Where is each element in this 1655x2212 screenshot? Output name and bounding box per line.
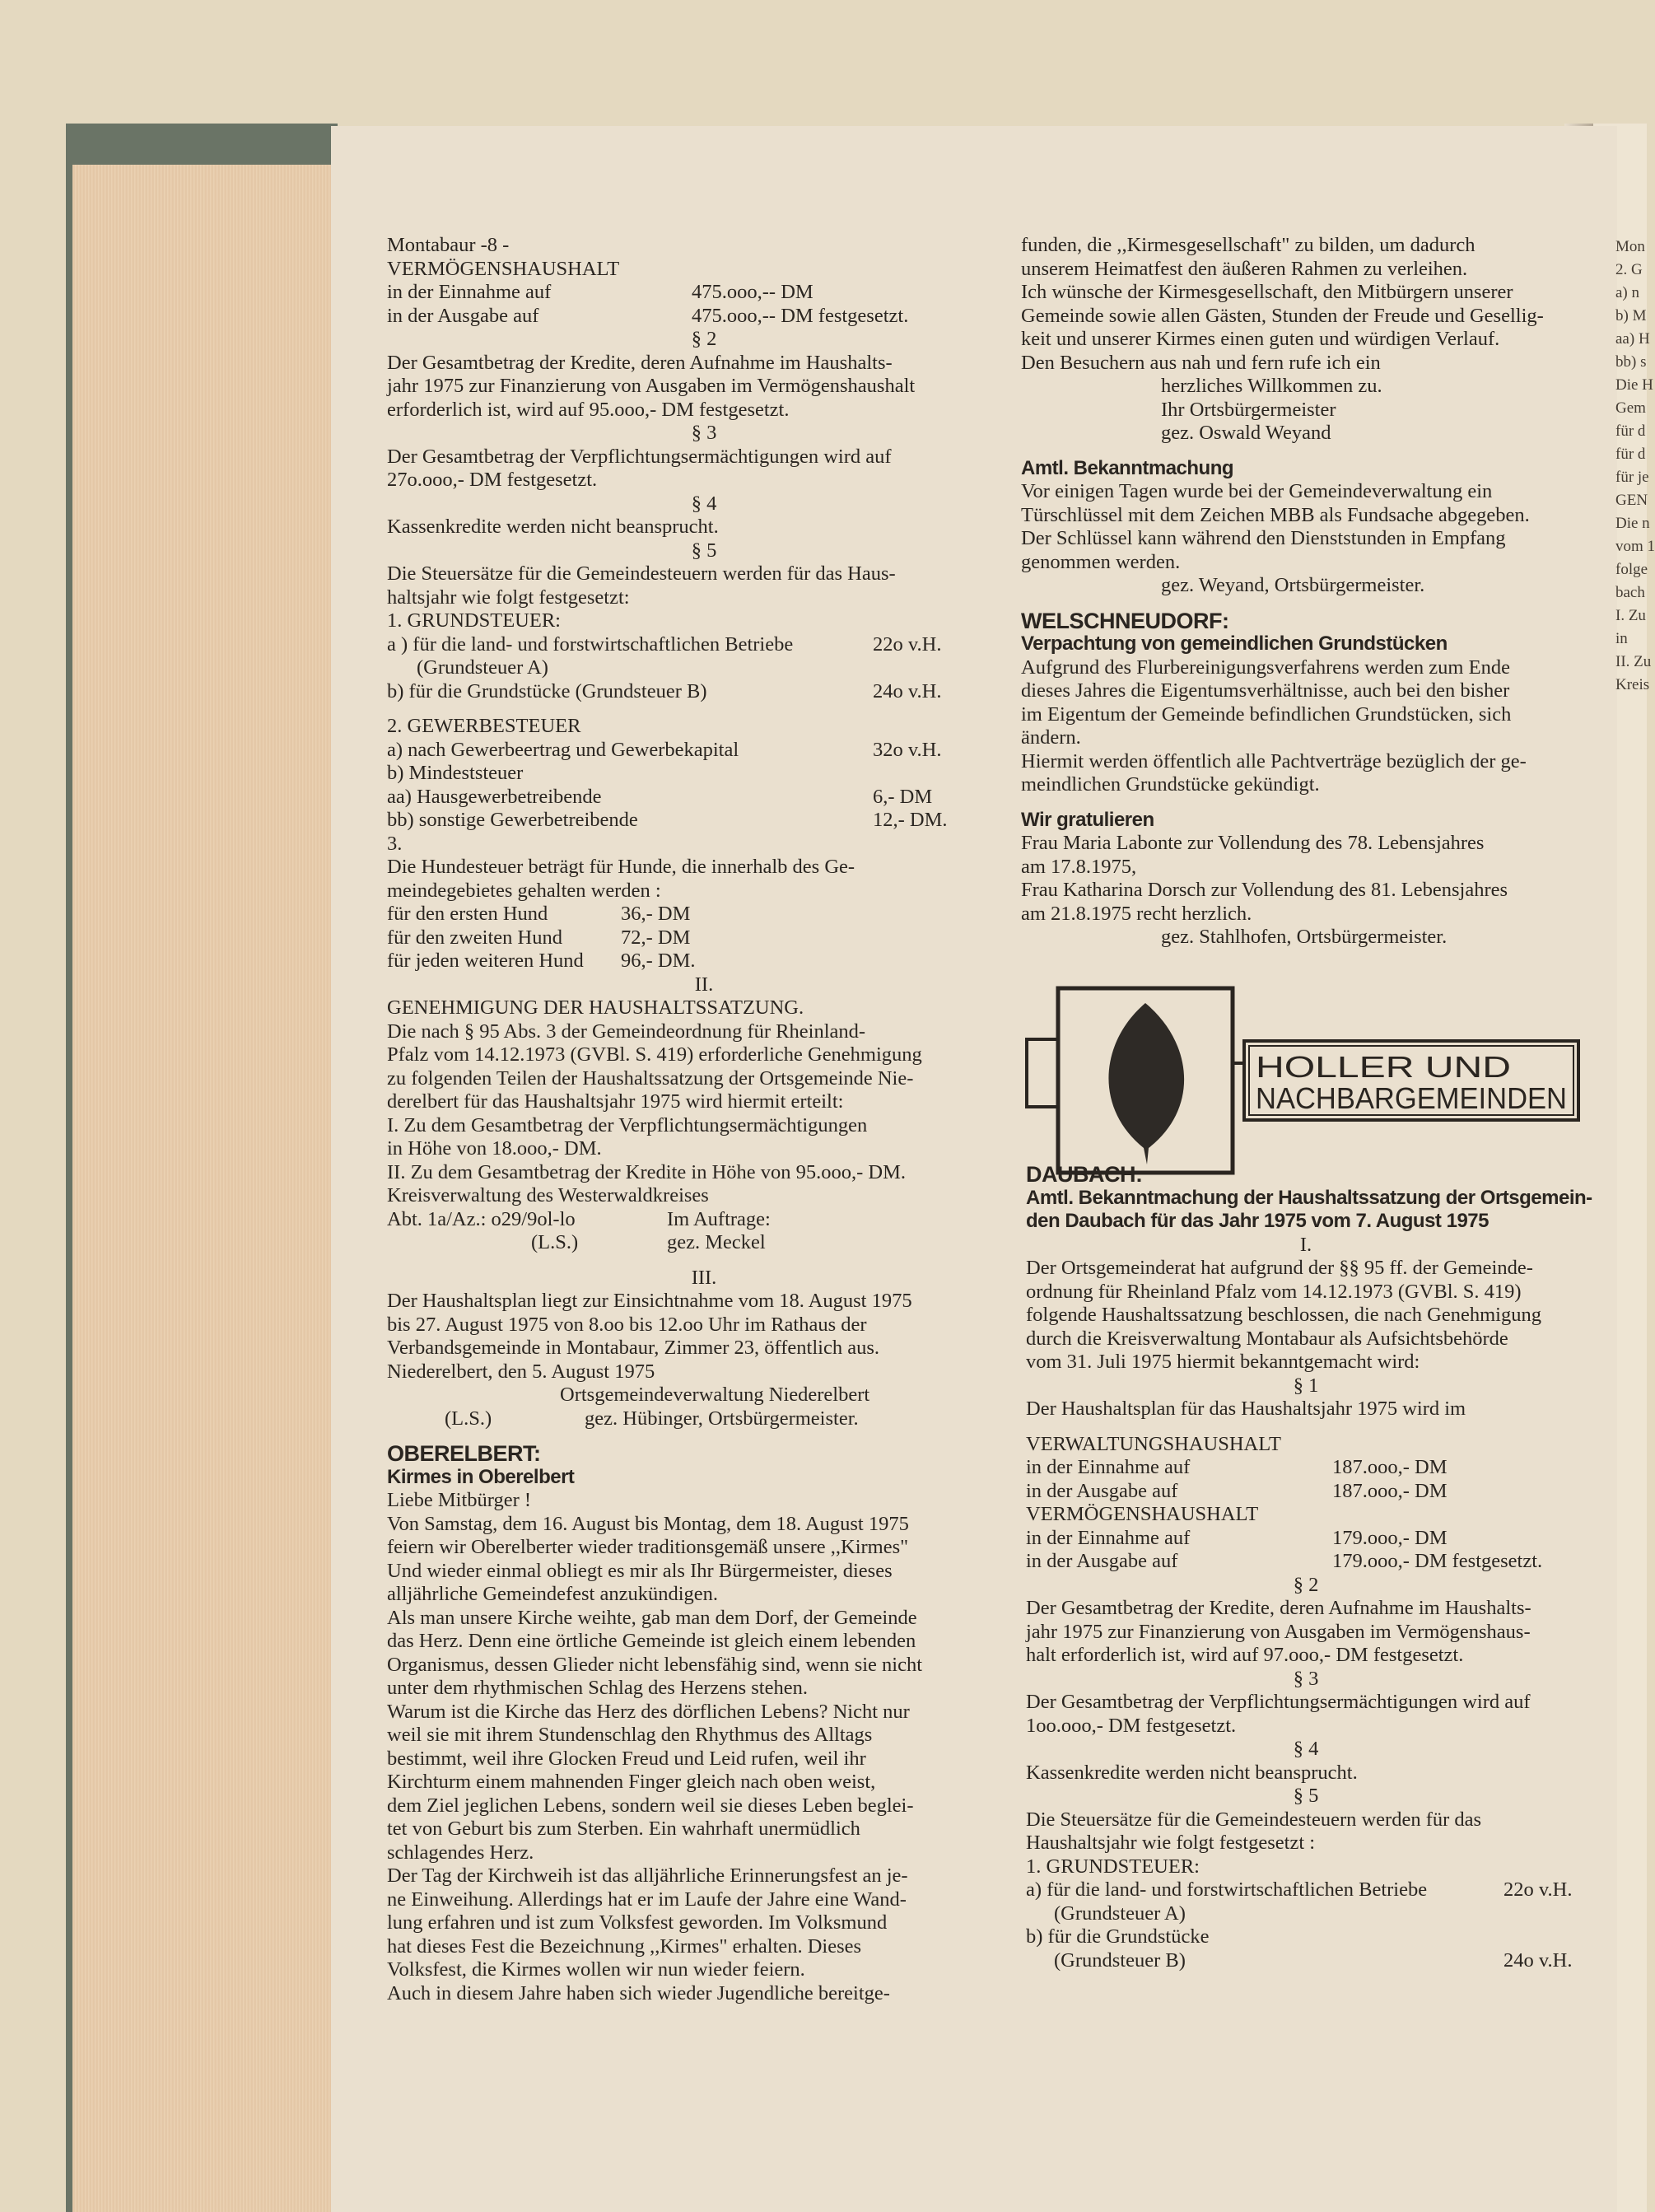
text-line: Und wieder einmal obliegt es mir als Ihr Bürgermeister, dieses: [387, 1559, 893, 1582]
text-line: Kassenkredite werden nicht beansprucht.: [1026, 1761, 1358, 1784]
page-stack-edge: [72, 165, 334, 2212]
article-heading: WELSCHNEUDORF:: [1021, 608, 1229, 633]
text-line: dieses Jahres die Eigentumsverhältnisse, auch bei den bisher: [1021, 679, 1510, 702]
text-line: 1. GRUNDSTEUER:: [387, 609, 561, 632]
text-line: Ihr Ortsbürgermeister: [1161, 398, 1336, 421]
right-column: [1021, 234, 1581, 950]
text-line: in Höhe von 18.ooo,- DM.: [387, 1137, 602, 1160]
text-line: Der Gesamtbetrag der Verpflichtungsermächtigungen wird auf: [1026, 1691, 1531, 1713]
section-heading: VERWALTUNGSHAUSHALT: [1026, 1432, 1281, 1455]
logo-line-2: NACHBARGEMEINDEN: [1256, 1081, 1567, 1115]
text-line: Niederelbert, den 5. August 1975: [387, 1360, 655, 1383]
left-column: [387, 234, 1021, 2005]
paragraph-mark: § 2: [1293, 1573, 1319, 1596]
text-line: Der Haushaltsplan für das Haushaltsjahr 1975 wird im: [1026, 1398, 1466, 1420]
text-line: gez. Stahlhofen, Ortsbürgermeister.: [1161, 926, 1448, 948]
text-line: im Eigentum der Gemeinde befindlichen Grundstücken, sich: [1021, 702, 1512, 726]
text-line: II. Zu dem Gesamtbetrag der Kredite in Höhe von 95.ooo,- DM.: [387, 1160, 907, 1183]
paragraph-mark: § 3: [691, 422, 717, 444]
text-line: lung erfahren und ist zum Volksfest geworden. Im Volksmund: [387, 1911, 888, 1934]
text-line: gez. Weyand, Ortsbürgermeister.: [1161, 574, 1425, 596]
text-line: zu folgenden Teilen der Haushaltssatzung der Ortsgemeinde Nie-: [387, 1066, 914, 1090]
text-line: hat dieses Fest die Bezeichnung ,,Kirmes" erhalten. Dieses: [387, 1934, 862, 1958]
text-line: Die Hundesteuer beträgt für Hunde, die innerhalb des Ge-: [387, 856, 855, 878]
text-line: Warum ist die Kirche das Herz des dörflichen Lebens? Nicht nur: [387, 1700, 910, 1723]
text-line: Pfalz vom 14.12.1973 (GVBl. S. 419) erforderliche Genehmigung: [387, 1043, 922, 1066]
text-line: ne Einweihung. Allerdings hat er im Laufe der Jahre eine Wand-: [387, 1888, 907, 1911]
tax-row: b) für die Grundstücke (Grundsteuer B) 24o v.H.: [387, 679, 942, 702]
signature-row: Abt. 1a/Az.: o29/9ol-lo Im Auftrage:: [387, 1207, 771, 1230]
text-line: keit und unserer Kirmes einen guten und würdigen Verlauf.: [1021, 328, 1500, 350]
text-line: Verbandsgemeinde in Montabaur, Zimmer 23, öffentlich aus.: [387, 1337, 879, 1359]
article-subheading: Amtl. Bekanntmachung der Haushaltssatzung der Ortsgemein-: [1026, 1186, 1592, 1209]
section-heading: GENEHMIGUNG DER HAUSHALTSSATZUNG.: [387, 996, 804, 1019]
text-line: Den Besuchern aus nah und fern rufe ich ein: [1021, 351, 1381, 374]
article-heading: DAUBACH:: [1026, 1162, 1143, 1187]
text-line: gez. Oswald Weyand: [1161, 422, 1331, 444]
amount-row: in der Ausgabe auf 179.ooo,- DM festgesetzt.: [1026, 1550, 1543, 1572]
article-subheading: Kirmes in Oberelbert: [387, 1465, 575, 1488]
article-heading: Amtl. Bekanntmachung: [1021, 456, 1234, 479]
tax-row: aa) Hausgewerbetreibende 6,- DM: [387, 785, 933, 808]
text-line: tet von Geburt bis zum Sterben. Ein wahrhaft unermüdlich: [387, 1818, 860, 1840]
paragraph-mark: § 2: [691, 328, 717, 350]
tax-row: bb) sonstige Gewerbetreibende 12,- DM.: [387, 809, 948, 831]
paragraph-mark: § 1: [1293, 1374, 1319, 1397]
text-line: 1oo.ooo,- DM festgesetzt.: [1026, 1714, 1237, 1737]
amount-row: in der Ausgabe auf 187.ooo,- DM: [1026, 1479, 1448, 1502]
text-line: Der Ortsgemeinderat hat aufgrund der §§ 95 ff. der Gemeinde-: [1026, 1257, 1533, 1279]
text-line: b) für die Grundstücke: [1026, 1925, 1210, 1948]
text-line: feiern wir Oberelberter wieder traditionsgemäß unsere ,,Kirmes": [387, 1536, 909, 1558]
text-line: Kirchturm einem mahnenden Finger gleich nach oben weist,: [387, 1771, 876, 1793]
amount-row: in der Einnahme auf 187.ooo,- DM: [1026, 1456, 1448, 1478]
next-page-edge-text: Mon 2. G a) n b) M aa) H bb) s Die H Gem für d für d für je GEN Die n vom 1 folge bach I. Zu in II. Zu Kreis: [1615, 238, 1655, 693]
paragraph-mark: § 5: [1293, 1785, 1319, 1807]
text-line: Kreisverwaltung des Westerwaldkreises: [387, 1184, 709, 1206]
text-line: meindlichen Grundstücke gekündigt.: [1021, 773, 1320, 796]
right-column-lower: [1026, 1162, 1592, 1972]
roman-numeral: I.: [1299, 1233, 1312, 1256]
text-line: das Herz. Denn eine örtliche Gemeinde ist gleich einem lebenden: [387, 1630, 916, 1652]
paragraph-mark: § 4: [1293, 1738, 1319, 1760]
dog-tax-row: für jeden weiteren Hund 96,- DM.: [387, 950, 696, 972]
text-line: Türschlüssel mit dem Zeichen MBB als Fundsache abgegeben.: [1021, 503, 1530, 526]
text-line: schlagendes Herz.: [387, 1841, 534, 1864]
text-line: bis 27. August 1975 von 8.oo bis 12.oo Uhr im Rathaus der: [387, 1313, 867, 1336]
text-line: am 17.8.1975,: [1021, 855, 1137, 878]
text-line: Haushaltsjahr wie folgt festgesetzt :: [1026, 1832, 1316, 1854]
roman-numeral: II.: [694, 973, 714, 996]
holler-logo-banner: [1023, 985, 1583, 1176]
text-line: erforderlich ist, wird auf 95.ooo,- DM festgesetzt.: [387, 398, 790, 421]
text-line: 2. GEWERBESTEUER: [387, 715, 581, 737]
text-line: 27o.ooo,- DM festgesetzt.: [387, 469, 598, 491]
text-line: Aufgrund des Flurbereinigungsverfahrens werden zum Ende: [1021, 656, 1510, 679]
text-line: derelbert für das Haushaltsjahr 1975 wird hiermit erteilt:: [387, 1090, 844, 1113]
article-subheading: den Daubach für das Jahr 1975 vom 7. August 1975: [1026, 1210, 1489, 1232]
text-line: Der Schlüssel kann während den Dienststunden in Empfang: [1021, 527, 1506, 549]
article-heading: OBERELBERT:: [387, 1441, 541, 1466]
text-line: Kassenkredite werden nicht beansprucht.: [387, 516, 719, 538]
text-line: Die nach § 95 Abs. 3 der Gemeindeordnung für Rheinland-: [387, 1020, 866, 1043]
paragraph-mark: § 3: [1293, 1667, 1319, 1690]
amount-row: in der Einnahme auf 179.ooo,- DM: [1026, 1526, 1448, 1549]
signature-row: (L.S.) gez. Meckel: [531, 1231, 766, 1253]
tax-row: (Grundsteuer B) 24o v.H.: [1054, 1948, 1573, 1972]
tax-row: a ) für die land- und forstwirtschaftlichen Betriebe 22o v.H.: [387, 632, 942, 656]
text-line: Die Steuersätze für die Gemeindesteuern werden für das: [1026, 1808, 1482, 1831]
text-line: Ich wünsche der Kirmesgesellschaft, den Mitbürgern unserer: [1021, 281, 1513, 303]
leaf-logo: [1023, 985, 1583, 1176]
text-line: vom 31. Juli 1975 hiermit bekanntgemacht wird:: [1026, 1351, 1420, 1373]
text-line: halt erforderlich ist, wird auf 97.ooo,- DM festgesetzt.: [1026, 1644, 1464, 1666]
amount-row: in der Ausgabe auf 475.ooo,-- DM festgesetzt.: [387, 304, 909, 327]
paragraph-mark: § 4: [691, 492, 717, 515]
text-line: dem Ziel jeglichen Lebens, sondern weil sie dieses Leben beglei-: [387, 1794, 914, 1817]
text-line: folgende Haushaltssatzung beschlossen, die nach Genehmigung: [1026, 1304, 1541, 1326]
text-line: weil sie mit ihrem Stundenschlag den Rhythmus des Alltags: [387, 1724, 873, 1746]
text-line: Der Gesamtbetrag der Kredite, deren Aufnahme im Haushalts-: [387, 351, 893, 374]
text-line: Als man unsere Kirche weihte, gab man dem Dorf, der Gemeinde: [387, 1606, 917, 1629]
text-line: Der Haushaltsplan liegt zur Einsichtnahme vom 18. August 1975: [387, 1290, 912, 1312]
text-line: (Grundsteuer A): [1054, 1902, 1186, 1925]
text-line: ordnung für Rheinland Pfalz vom 14.12.1973 (GVBl. S. 419): [1026, 1280, 1522, 1303]
text-line: Frau Katharina Dorsch zur Vollendung des 81. Lebensjahres: [1021, 879, 1508, 901]
text-line: Liebe Mitbürger !: [387, 1489, 532, 1511]
text-line: Volksfest, die Kirmes wollen wir nun wieder feiern.: [387, 1958, 805, 1981]
tax-row: a) für die land- und forstwirtschaftlichen Betriebe 22o v.H.: [1026, 1878, 1573, 1901]
text-line: 3.: [387, 832, 403, 855]
running-head: Montabaur -8 -: [387, 234, 510, 256]
text-line: durch die Kreisverwaltung Montabaur als Aufsichtsbehörde: [1026, 1327, 1508, 1350]
section-heading: VERMÖGENSHAUSHALT: [1026, 1503, 1259, 1525]
text-line: Auch in diesem Jahre haben sich wieder Jugendliche bereitge-: [387, 1981, 890, 2004]
text-line: (Grundsteuer A): [417, 656, 548, 679]
text-line: b) Mindeststeuer: [387, 762, 524, 784]
text-line: bestimmt, weil ihre Glocken Freud und Leid rufen, weil ihr: [387, 1747, 866, 1770]
dog-tax-row: für den zweiten Hund 72,- DM: [387, 926, 691, 949]
text-line: genommen werden.: [1021, 550, 1181, 573]
article-subheading: Verpachtung von gemeindlichen Grundstücken: [1021, 632, 1448, 655]
text-line: Der Gesamtbetrag der Verpflichtungsermächtigungen wird auf: [387, 445, 892, 468]
text-line: unter dem rhythmischen Schlag des Herzens stehen.: [387, 1677, 808, 1699]
text-line: Ortsgemeindeverwaltung Niederelbert: [560, 1384, 870, 1406]
text-line: Der Gesamtbetrag der Kredite, deren Aufnahme im Haushalts-: [1026, 1597, 1531, 1619]
paragraph-mark: § 5: [691, 539, 717, 562]
article-heading: Wir gratulieren: [1021, 808, 1154, 831]
logo-line-1: HOLLER UND: [1256, 1050, 1511, 1084]
text-line: haltsjahr wie folgt festgesetzt:: [387, 586, 630, 609]
text-line: Hiermit werden öffentlich alle Pachtverträge bezüglich der ge-: [1021, 749, 1527, 772]
text-line: ändern.: [1021, 726, 1081, 749]
text-line: Gemeinde sowie allen Gästen, Stunden der Freude und Gesellig-: [1021, 304, 1544, 327]
text-line: meindegebietes gehalten werden :: [387, 879, 661, 902]
text-line: Frau Maria Labonte zur Vollendung des 78. Lebensjahres: [1021, 832, 1485, 854]
text-line: 1. GRUNDSTEUER:: [1026, 1855, 1200, 1878]
text-line: Von Samstag, dem 16. August bis Montag, dem 18. August 1975: [387, 1512, 909, 1535]
text-line: funden, die ,,Kirmesgesellschaft" zu bilden, um dadurch: [1021, 234, 1476, 256]
text-line: jahr 1975 zur Finanzierung von Ausgaben im Vermögenshaushalt: [387, 375, 916, 397]
text-line: alljährliche Gemeindefest anzukündigen.: [387, 1583, 719, 1605]
text-line: Die Steuersätze für die Gemeindesteuern werden für das Haus-: [387, 562, 896, 585]
text-line: Organismus, dessen Glieder nicht lebensfähig sind, wenn sie nicht: [387, 1653, 923, 1676]
text-line: unserem Heimatfest den äußeren Rahmen zu verleihen.: [1021, 257, 1468, 280]
section-heading: VERMÖGENSHAUSHALT: [387, 257, 620, 280]
text-line: jahr 1975 zur Finanzierung von Ausgaben im Vermögenshaus-: [1026, 1620, 1531, 1643]
roman-numeral: III.: [691, 1266, 717, 1289]
amount-row: in der Einnahme auf 475.ooo,-- DM: [387, 281, 814, 303]
text-line: Der Tag der Kirchweih ist das alljährliche Erinnerungsfest an je-: [387, 1864, 908, 1887]
signature-row: (L.S.) gez. Hübinger, Ortsbürgermeister.: [445, 1407, 859, 1430]
text-line: herzliches Willkommen zu.: [1161, 375, 1382, 397]
text-line: Vor einigen Tagen wurde bei der Gemeindeverwaltung ein: [1021, 480, 1493, 502]
tax-row: a) nach Gewerbeertrag und Gewerbekapital 32o v.H.: [387, 738, 942, 761]
text-line: am 21.8.1975 recht herzlich.: [1021, 902, 1252, 925]
text-line: I. Zu dem Gesamtbetrag der Verpflichtungsermächtigungen: [387, 1113, 868, 1136]
dog-tax-row: für den ersten Hund 36,- DM: [387, 903, 691, 925]
